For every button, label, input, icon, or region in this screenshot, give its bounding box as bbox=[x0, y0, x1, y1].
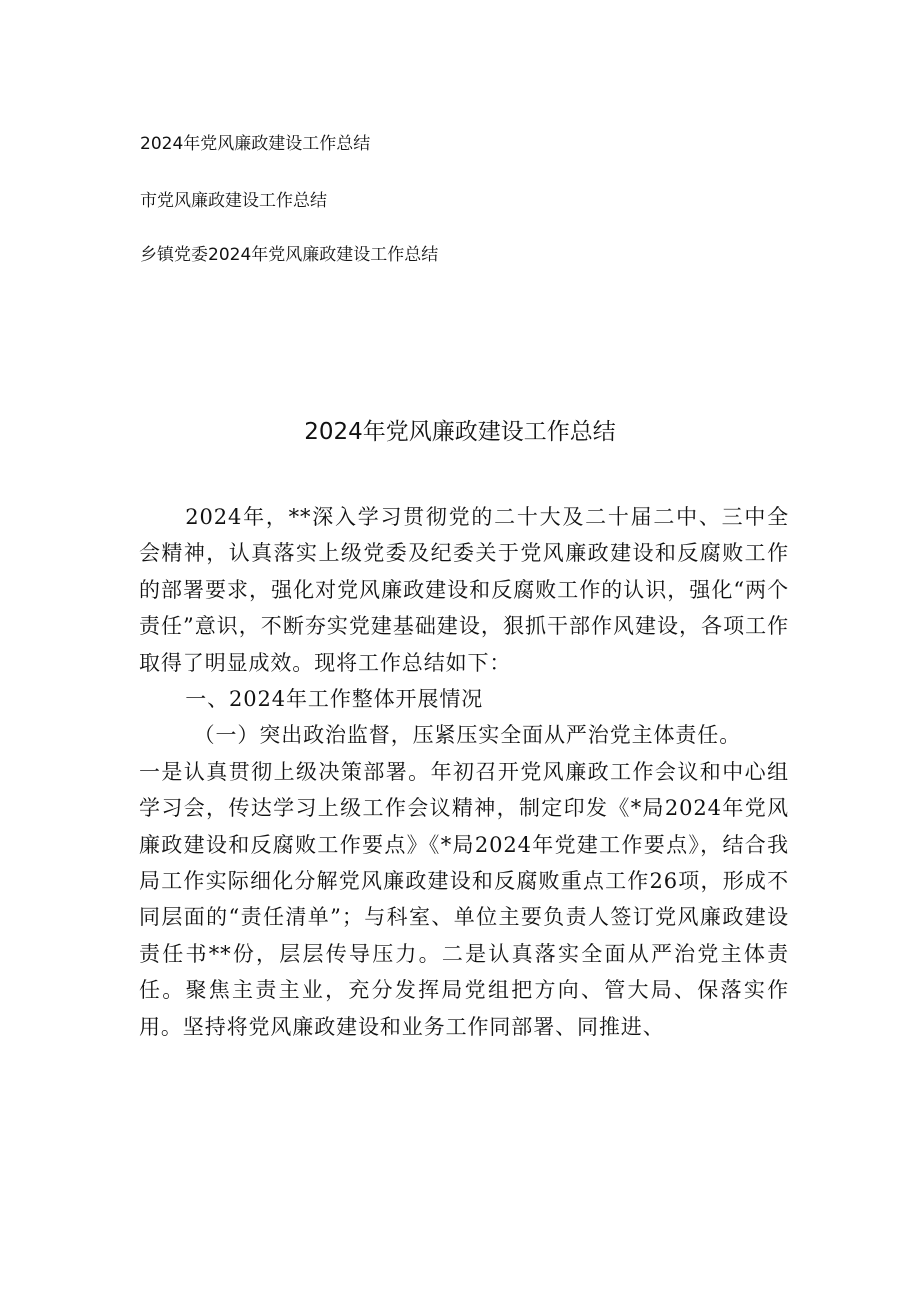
toc-item-1[interactable]: 2024年党风廉政建设工作总结 bbox=[140, 134, 371, 154]
toc-item-3[interactable]: 乡镇党委2024年党风廉政建设工作总结 bbox=[140, 245, 439, 265]
section-heading: 一、2024年工作整体开展情况 bbox=[185, 687, 484, 712]
document-title: 2024年党风廉政建设工作总结 bbox=[304, 419, 616, 445]
subsection-heading: （一）突出政治监督，压紧压实全面从严治党主体责任。 bbox=[193, 723, 742, 748]
toc-item-2[interactable]: 市党风廉政建设工作总结 bbox=[140, 191, 327, 211]
document-body bbox=[139, 499, 789, 1045]
subsection-paragraph: 一是认真贯彻上级决策部署。年初召开党风廉政工作会议和中心组学习会，传达学习上级工作会议精神，制定印发《*局2024年党风廉政建设和反腐败工作要点》《*局2024年党建工作要点》，结合我局工作实际细化分解党风廉政建设和反腐败重点工作26项，形成不同层面的“责任清单”；与科室、单位主要负责人签订党风廉政建设责任书**份，层层传导压力。二是认真落实全面从严治党主体责任。聚焦主责主业，充分发挥局党组把方向、管大局、保落实作用。坚持将党风廉政建设和业务工作同部署、同推进、 bbox=[139, 759, 789, 1039]
intro-paragraph: 2024年，**深入学习贯彻党的二十大及二十届二中、三中全会精神，认真落实上级党委及纪委关于党风廉政建设和反腐败工作的部署要求，强化对党风廉政建设和反腐败工作的认识，强化“两个责任”意识，不断夯实党建基础建设，狠抓干部作风建设，各项工作取得了明显成效。现将工作总结如下： bbox=[139, 505, 789, 675]
